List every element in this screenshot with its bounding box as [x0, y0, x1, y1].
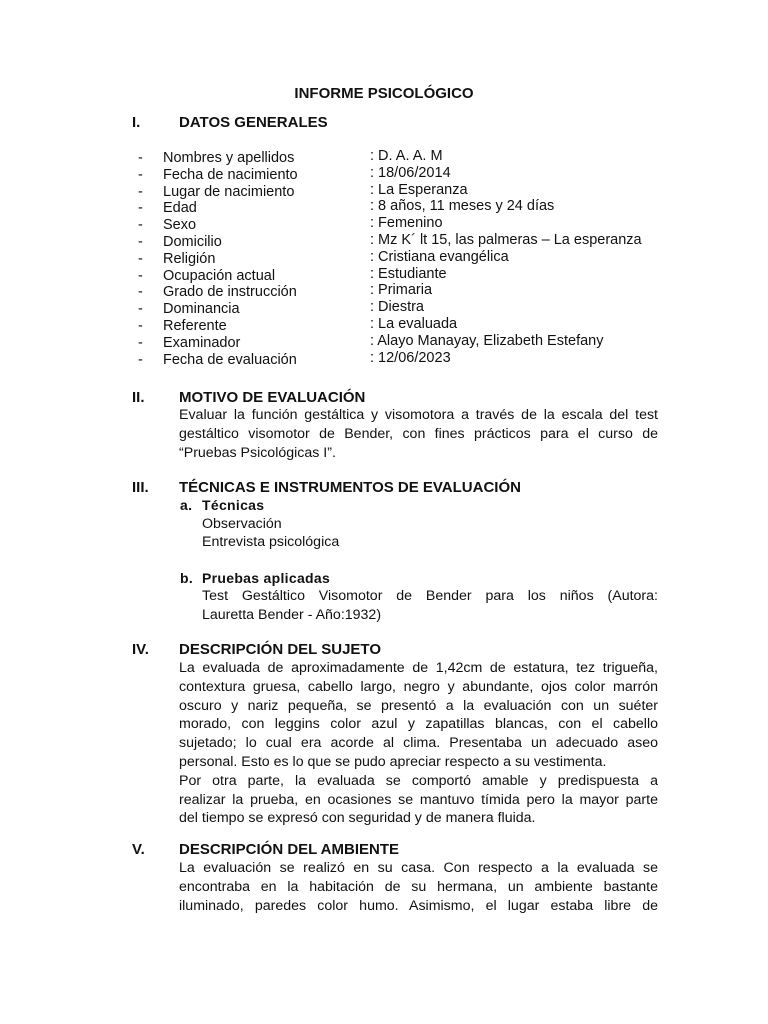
- bullet-dash: -: [138, 233, 143, 250]
- section-title: DATOS GENERALES: [179, 114, 328, 131]
- ambiente-paragraph: [179, 859, 658, 915]
- field-value: : Mz K´ lt 15, las palmeras – La esperanza: [370, 231, 642, 248]
- section-title: MOTIVO DE EVALUACIÓN: [179, 389, 366, 406]
- field-label: Examinador: [163, 334, 241, 351]
- section-title: DESCRIPCIÓN DEL SUJETO: [179, 641, 381, 658]
- paragraph-line: Evaluar la función gestáltica y visomotora a través de la escala del test: [179, 407, 658, 423]
- field-label: Dominancia: [163, 301, 240, 318]
- field-value: : La Esperanza: [370, 181, 468, 198]
- field-value: : Primaria: [370, 282, 433, 299]
- bullet-dash: -: [138, 150, 143, 166]
- field-label: Lugar de nacimiento: [163, 183, 295, 200]
- sujeto-paragraph: [179, 659, 658, 828]
- field-value: : Cristiana evangélica: [370, 248, 509, 265]
- paragraph-line: encontraba en la habitación de su hermana, un ambiente bastante: [179, 878, 658, 895]
- bullet-dash: -: [138, 334, 143, 351]
- paragraph-line: La evaluación se realizó en su casa. Con respecto a la evaluada se: [179, 860, 658, 876]
- bullet-dash: -: [138, 250, 143, 267]
- paragraph-line: del tiempo se expresó con seguridad y de manera fluida.: [179, 810, 536, 827]
- field-label: Referente: [163, 317, 227, 334]
- section-heading-datos-generales: [132, 114, 328, 131]
- field-value: : Estudiante: [370, 265, 447, 282]
- motivo-paragraph: [179, 406, 658, 462]
- section-heading-tecnicas: [132, 479, 521, 496]
- subsection-title: Técnicas: [202, 497, 265, 513]
- section-number: V.: [132, 841, 145, 858]
- bullet-dash: -: [138, 267, 143, 284]
- paragraph-line: morado, con leggins color azul y zapatillas blancas, con el cabello: [179, 716, 658, 733]
- paragraph-line: Por otra parte, la evaluada se comportó amable y predispuesta a: [179, 772, 658, 789]
- field-value: : D. A. A. M: [370, 148, 443, 164]
- paragraph-line: realizar la prueba, en ocasiones se mantuvo tímida pero la mayor parte: [179, 791, 658, 808]
- section-heading-sujeto: [132, 641, 381, 658]
- bullet-dash: -: [138, 200, 143, 217]
- field-value: : La evaluada: [370, 315, 458, 332]
- field-label: Nombres y apellidos: [163, 150, 295, 166]
- subsection-letter: b.: [180, 570, 194, 586]
- subsection-tecnicas: [180, 497, 264, 513]
- paragraph-line: Lauretta Bender - Año:1932): [202, 606, 382, 623]
- section-title: TÉCNICAS E INSTRUMENTOS DE EVALUACIÓN: [179, 479, 521, 496]
- bullet-dash: -: [138, 351, 143, 368]
- field-value: : 8 años, 11 meses y 24 días: [370, 198, 555, 215]
- tecnica-item: Entrevista psicológica: [202, 534, 340, 550]
- field-value: : 12/06/2023: [370, 349, 451, 366]
- section-title: DESCRIPCIÓN DEL AMBIENTE: [179, 841, 400, 858]
- subsection-pruebas: [180, 570, 330, 586]
- paragraph-line: “Pruebas Psicológicas I”.: [179, 444, 336, 461]
- paragraph-line: iluminado, paredes color humo. Asimismo, el lugar estaba libre de: [179, 897, 658, 914]
- section-heading-motivo: [132, 389, 365, 406]
- field-label: Fecha de evaluación: [163, 351, 297, 368]
- field-value: : Femenino: [370, 215, 443, 232]
- bullet-dash: -: [138, 217, 143, 234]
- field-label: Religión: [163, 250, 216, 267]
- field-value: : Diestra: [370, 299, 424, 316]
- paragraph-line: sujetado; lo cual era acorde al clima. Presentaba un adecuado aseo: [179, 735, 658, 752]
- pruebas-paragraph: [202, 587, 658, 625]
- bullet-dash: -: [138, 317, 143, 334]
- section-number: I.: [132, 114, 141, 131]
- field-label: Fecha de nacimiento: [163, 166, 298, 183]
- paragraph-line: Test Gestáltico Visomotor de Bender para los niños (Autora:: [202, 588, 658, 604]
- subsection-title: Pruebas aplicadas: [202, 570, 331, 586]
- paragraph-line: contextura gruesa, cabello largo, negro y abundante, ojos color marrón: [179, 678, 658, 695]
- field-label: Ocupación actual: [163, 267, 276, 284]
- bullet-dash: -: [138, 183, 143, 200]
- paragraph-line: gestáltico visomotor de Bender, con fines prácticos para el curso de: [179, 425, 658, 442]
- field-value: : 18/06/2014: [370, 164, 451, 181]
- field-label: Domicilio: [163, 233, 222, 250]
- section-number: II.: [132, 389, 145, 406]
- tecnica-item: Observación: [202, 516, 282, 532]
- section-number: IV.: [132, 641, 149, 658]
- paragraph-line: personal. Esto es lo que se pudo apreciar respecto a su vestimenta.: [179, 753, 607, 770]
- bullet-dash: -: [138, 284, 143, 301]
- bullet-dash: -: [138, 166, 143, 183]
- field-label: Grado de instrucción: [163, 284, 297, 301]
- section-heading-ambiente: [132, 841, 399, 858]
- field-label: Edad: [163, 200, 197, 217]
- paragraph-line: La evaluada de aproximadamente de 1,42cm de estatura, tez trigueña,: [179, 660, 658, 676]
- document-title: INFORME PSICOLÓGICO: [294, 85, 474, 102]
- paragraph-line: oscuro y nariz pequeña, se presentó a la evaluación con un suéter: [179, 697, 658, 714]
- bullet-dash: -: [138, 301, 143, 318]
- field-label: Sexo: [163, 217, 197, 234]
- subsection-letter: a.: [180, 497, 193, 513]
- field-value: : Alayo Manayay, Elizabeth Estefany: [370, 332, 604, 349]
- section-number: III.: [132, 479, 149, 496]
